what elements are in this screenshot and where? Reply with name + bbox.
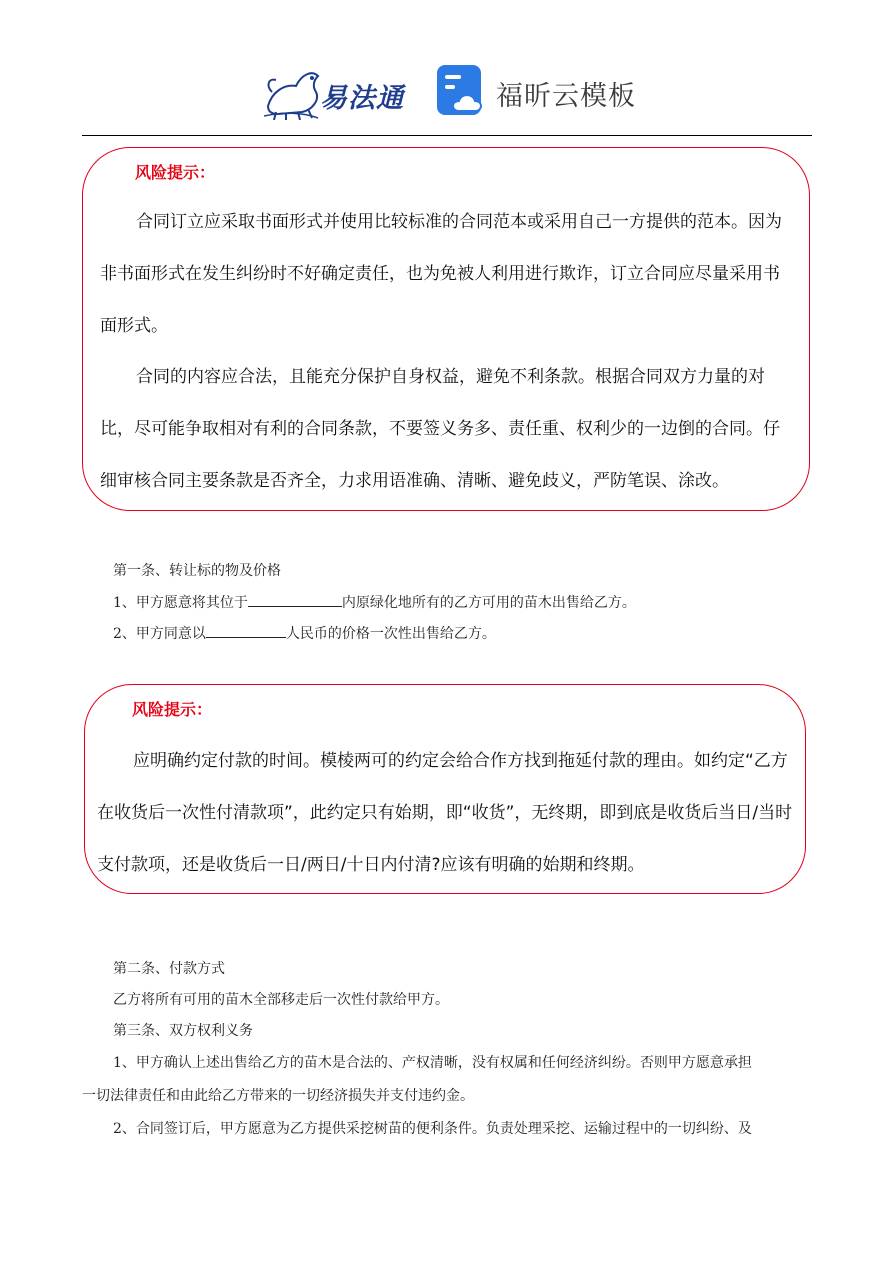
header-divider <box>82 135 812 136</box>
risk-warning-box <box>84 684 806 894</box>
document-header <box>0 0 893 136</box>
foxit-template-logo-text: 福昕云模板 <box>496 81 636 112</box>
article-item-text: 2、甲方同意以 <box>113 626 206 642</box>
article-item: 一切法律责任和由此给乙方带来的一切经济损失并支付违约金。 <box>82 1088 474 1104</box>
yifatong-logo-text: 易法通 <box>320 83 404 114</box>
risk-warning-title: 风险提示： <box>132 700 213 719</box>
article-item: 2、合同签订后，甲方愿意为乙方提供采挖树苗的便利条件。负责处理采挖、运输过程中的一切纠纷、及 <box>113 1121 752 1137</box>
article-item <box>113 592 636 612</box>
article-text: 乙方将所有可用的苗木全部移走后一次性付款给甲方。 <box>113 992 449 1008</box>
article-heading: 第一条、转让标的物及价格 <box>113 563 281 579</box>
risk-warning-paragraph: 合同的内容应合法，且能充分保护自身权益，避免不利条款。根据合同双方力量的对比，尽可能争取相对有利的合同条款，不要签义务多、责任重、权利少的一边倒的合同。仔细审核合同主要条款是否齐全，力求用语准确、清晰、避免歧义，严防笔误、涂改。 <box>100 367 780 491</box>
article-item-text: 内原绿化地所有的乙方可用的苗木出售给乙方。 <box>341 595 636 611</box>
risk-warning-paragraph: 合同订立应采取书面形式并使用比较标准的合同范本或采用自己一方提供的范本。因为非书面形式在发生纠纷时不好确定责任，也为免被人利用进行欺诈，订立合同应尽量采用书面形式。 <box>100 212 782 336</box>
article-item-text: 1、甲方愿意将其位于 <box>113 595 248 611</box>
risk-warning-paragraph: 应明确约定付款的时间。模棱两可的约定会给合作方找到拖延付款的理由。如约定“乙方在收货后一次性付清款项”，此约定只有始期，即“收货”，无终期，即到底是收货后当日/当时支付款项，还是收货后一日/两日/十日内付清?应该有明确的始期和终期。 <box>97 751 793 875</box>
price-blank-field[interactable] <box>206 623 286 638</box>
risk-warning-box <box>82 147 810 511</box>
article-item <box>113 623 496 643</box>
risk-warning-title: 风险提示： <box>135 163 216 182</box>
article-heading: 第二条、付款方式 <box>113 961 225 977</box>
article-item-text: 人民币的价格一次性出售给乙方。 <box>285 626 496 642</box>
article-heading: 第三条、双方权利义务 <box>113 1023 253 1039</box>
foxit-cloud-logo-icon <box>437 65 487 117</box>
location-blank-field[interactable] <box>248 592 342 607</box>
article-item: 1、甲方确认上述出售给乙方的苗木是合法的、产权清晰，没有权属和任何经济纠纷。否则甲方愿意承担 <box>113 1055 752 1071</box>
